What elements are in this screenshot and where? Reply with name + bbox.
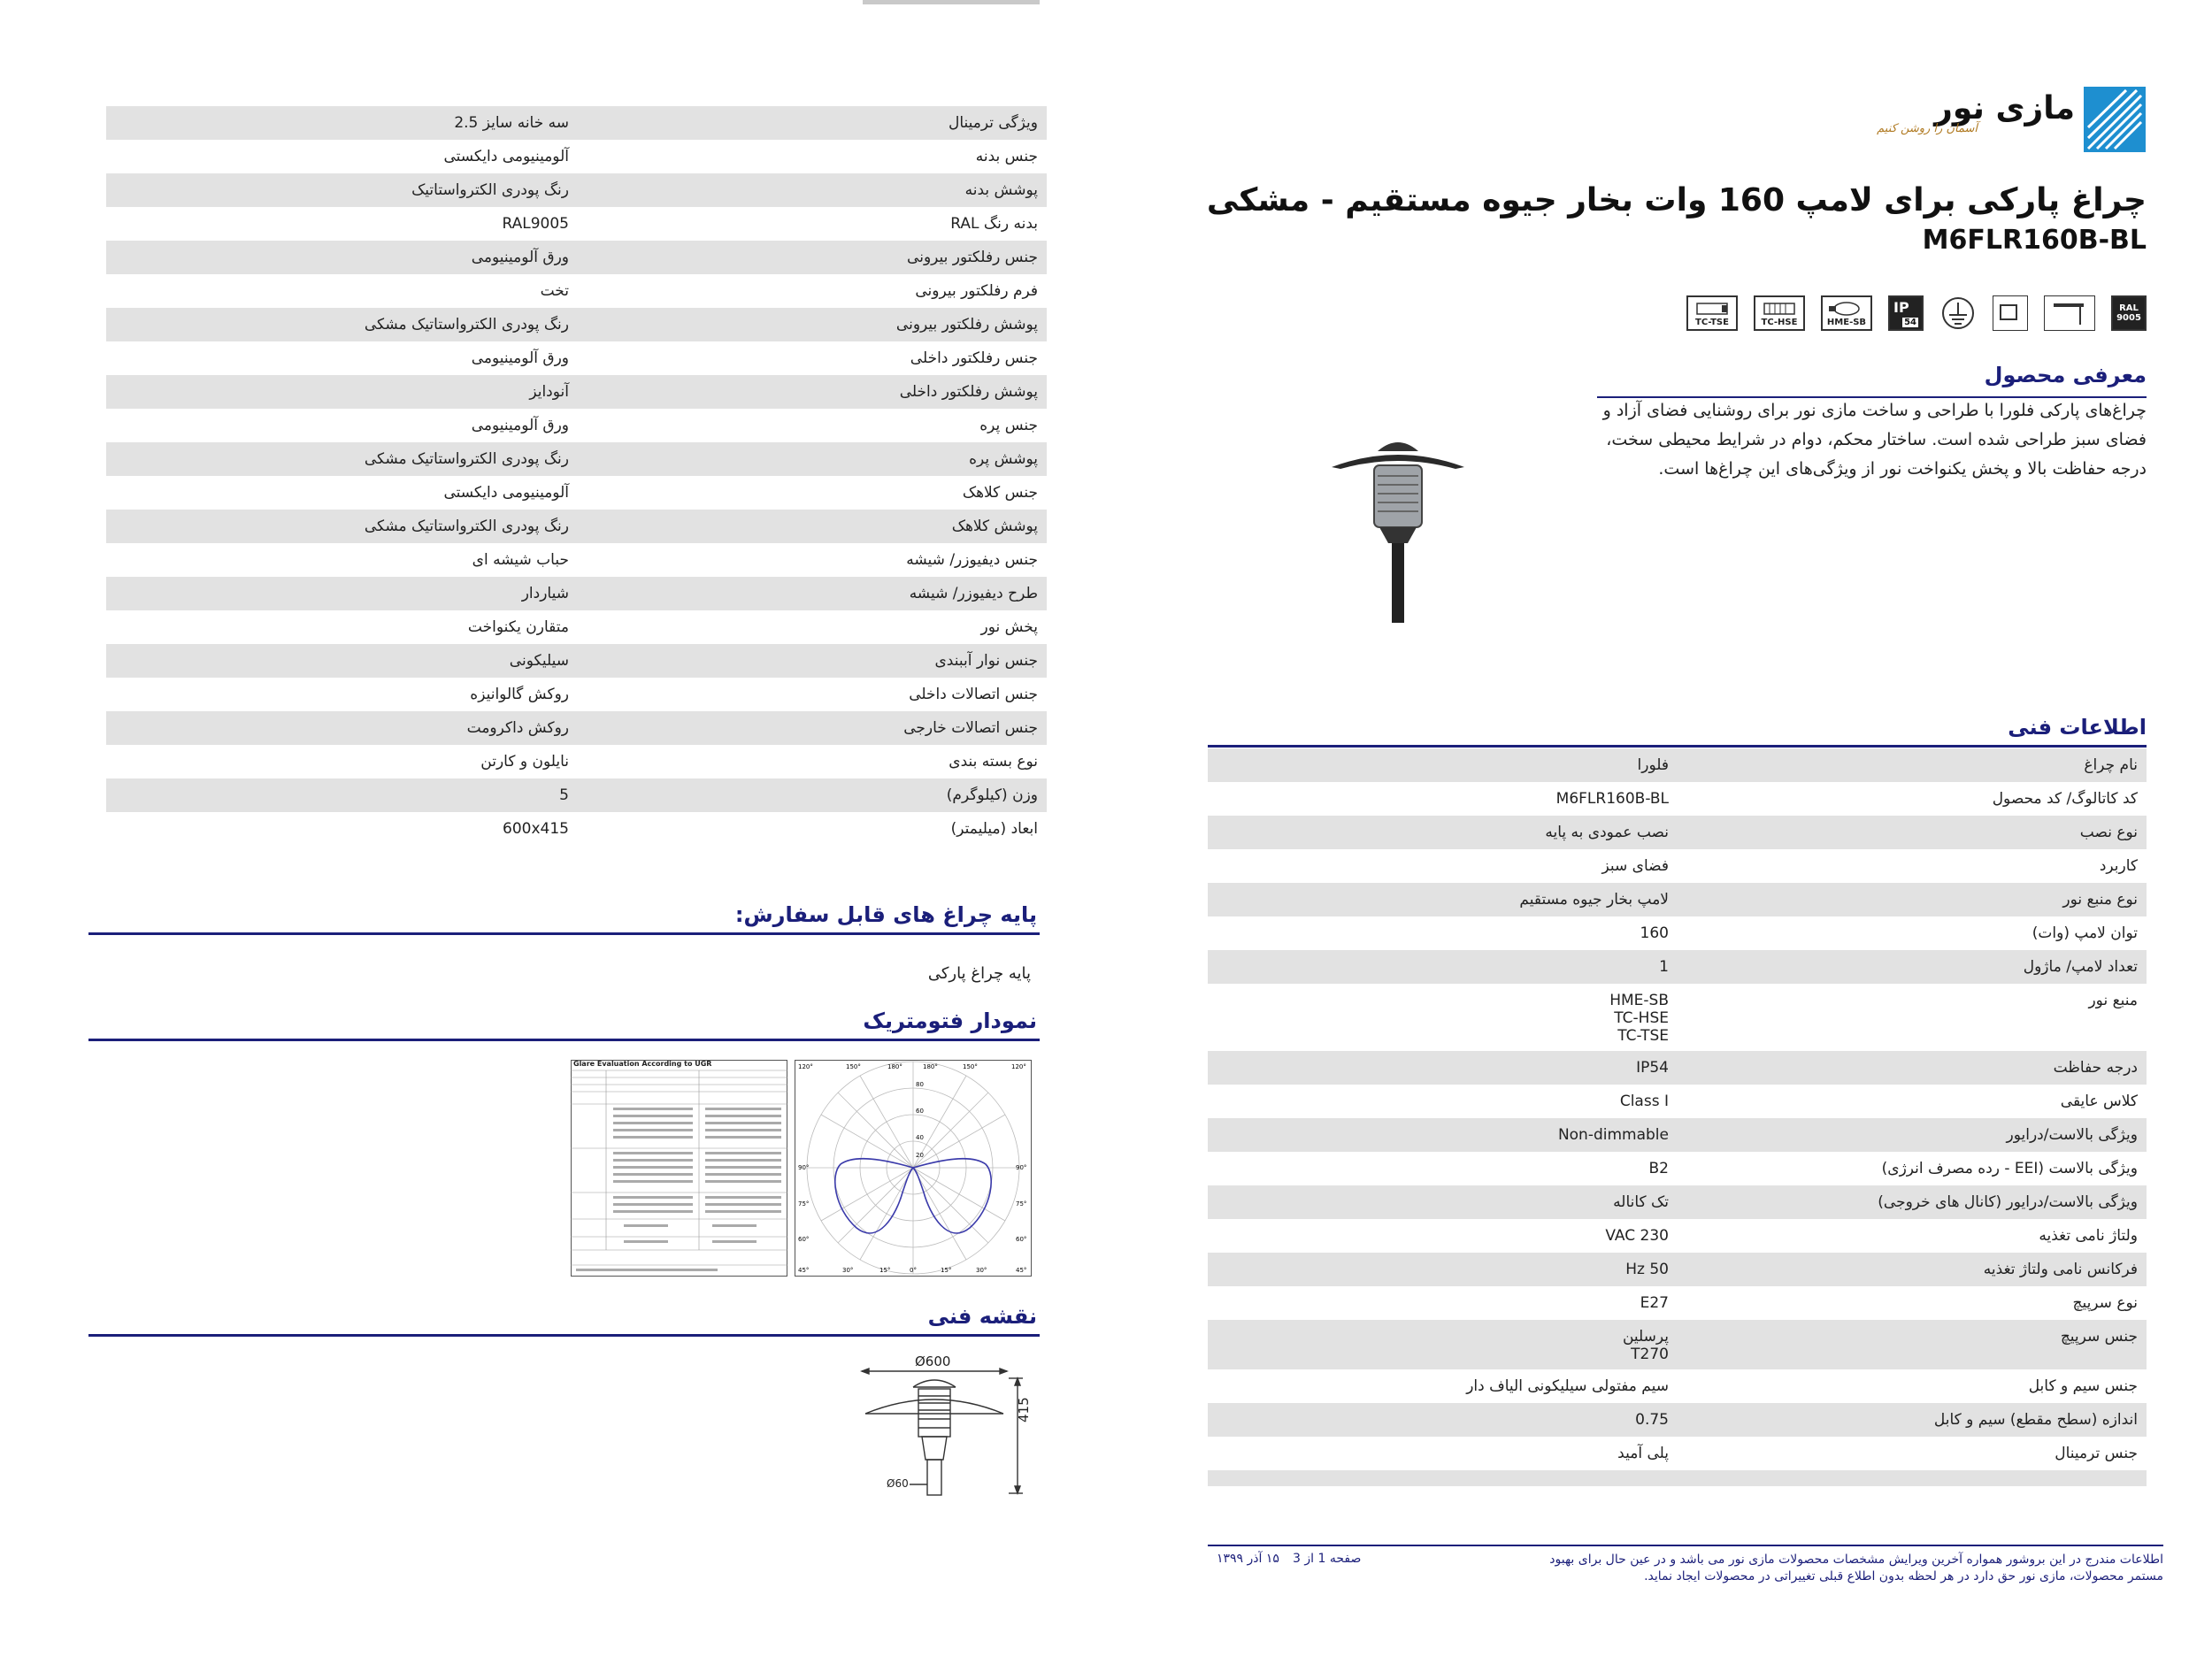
- tech-heading: اطلاعات فنی: [2008, 715, 2147, 740]
- tech-row-value: Non-dimmable: [1557, 1126, 1669, 1144]
- spec-row-value: شیاردار: [521, 585, 569, 602]
- tech-row: [1208, 1152, 2147, 1185]
- tech-row: [1208, 782, 2147, 816]
- ral-icon-line1: RAL: [2119, 303, 2139, 313]
- spec-row: [106, 308, 1047, 341]
- spec-row: [106, 678, 1047, 711]
- tech-row: [1208, 1403, 2147, 1437]
- spec-row-key: جنس پره: [979, 417, 1038, 434]
- spec-row: [106, 106, 1047, 140]
- tech-row-value: پرسلین T270: [1622, 1328, 1669, 1363]
- spec-row-value: ورق آلومینیومی: [471, 417, 569, 434]
- spec-row-value: متقارن یکنواخت: [467, 618, 569, 636]
- polar-ring-1: 60: [916, 1108, 924, 1115]
- spec-row: [106, 140, 1047, 173]
- certification-icons: [1686, 295, 2147, 334]
- polar-label-7: 90°: [1016, 1164, 1027, 1171]
- tech-row: [1208, 1085, 2147, 1118]
- ip-icon: [1888, 295, 1924, 331]
- tech-row: [1208, 816, 2147, 849]
- footer-rule: [1208, 1545, 2163, 1546]
- spec-row: [106, 577, 1047, 610]
- tech-row-value: M6FLR160B-BL: [1555, 790, 1669, 808]
- spec-row-key: فرم رفلکتور بیرونی: [915, 282, 1038, 300]
- tech-row: [1208, 1118, 2147, 1152]
- spec-row-value: سه خانه سایز 2.5: [454, 114, 569, 132]
- tech-row: [1208, 1051, 2147, 1085]
- spec-row-value: روکش گالوانیزه: [470, 686, 569, 703]
- class1-icon: [1993, 295, 2028, 331]
- spec-row-key: جنس رفلکتور داخلی: [910, 349, 1038, 367]
- photometric-heading: نمودار فتومتریک: [863, 1008, 1037, 1033]
- spec-row-value: رنگ پودری الکترواستاتیک مشکی: [364, 518, 569, 535]
- tech-row-key: نام چراغ: [2084, 756, 2138, 774]
- brand-logo: [1845, 87, 2146, 152]
- spec-row: [106, 375, 1047, 409]
- spec-row: [106, 409, 1047, 442]
- tech-row-value: IP54: [1636, 1059, 1669, 1077]
- spec-row-value: 600x415: [503, 820, 569, 838]
- tech-row-key: نوع نصب: [2079, 824, 2138, 841]
- spec-row-value: تخت: [540, 282, 569, 300]
- spec-row: [106, 274, 1047, 308]
- spec-row-key: طرح دیفیوزر/ شیشه: [909, 585, 1038, 602]
- polar-label-10: 60°: [798, 1236, 810, 1243]
- tech-row-key: نوع منبع نور: [2062, 891, 2138, 909]
- polar-label-8: 75°: [798, 1200, 810, 1208]
- tech-row-value: 230 VAC: [1605, 1227, 1669, 1245]
- polar-label-6: 90°: [798, 1164, 810, 1171]
- footer-page: صفحه 1 از 3: [1293, 1552, 1362, 1566]
- tech-row-key: فرکانس نامی ولتاژ تغذیه: [1983, 1261, 2138, 1278]
- tech-row-key: جنس ترمینال: [2055, 1445, 2138, 1462]
- polar-label-12: 45°: [798, 1267, 810, 1274]
- spec-row: [106, 442, 1047, 476]
- spec-row: [106, 711, 1047, 745]
- tech-row-value: لامپ بخار جیوه مستقیم: [1519, 891, 1669, 909]
- spec-row-key: پوشش پره: [969, 450, 1038, 468]
- hme-sb-label: HME-SB: [1826, 317, 1867, 327]
- tech-row-value: فلورا: [1637, 756, 1669, 774]
- tech-row-key: کلاس عایقی: [2060, 1093, 2138, 1110]
- intro-heading: معرفی محصول: [1984, 363, 2147, 387]
- photometric-rule: [88, 1039, 1040, 1041]
- spec-row: [106, 745, 1047, 778]
- spec-row-key: ابعاد (میلیمتر): [950, 820, 1038, 838]
- spec-row-value: ورق آلومینیومی: [471, 249, 569, 266]
- polar-label-13: 30°: [842, 1267, 854, 1274]
- ground-icon: [1939, 295, 1977, 331]
- tech-row-key: نوع سرپیچ: [2072, 1294, 2138, 1312]
- tech-row: [1208, 1253, 2147, 1286]
- tc-tse-label: TC-TSE: [1695, 317, 1729, 327]
- page-top-mark: [863, 0, 1040, 4]
- ral-icon-line2: 9005: [2116, 313, 2141, 323]
- tech-row-value: 160: [1640, 924, 1669, 942]
- polar-label-15: 0°: [910, 1267, 917, 1274]
- ip-icon-line2: 54: [1904, 318, 1916, 327]
- polar-label-17: 30°: [976, 1267, 987, 1274]
- hme-sb-icon: [1821, 295, 1872, 331]
- spec-row-value: سیلیکونی: [509, 652, 569, 670]
- tech-row-key: ولتاژ نامی تغذیه: [2039, 1227, 2138, 1245]
- tech-row-key: جنس سرپیچ: [2060, 1328, 2138, 1346]
- polar-label-2: 180°: [887, 1063, 902, 1070]
- spec-row-key: ویژگی ترمینال: [949, 114, 1038, 132]
- polar-label-11: 60°: [1016, 1236, 1027, 1243]
- tech-row: [1208, 748, 2147, 782]
- spec-row-value: رنگ پودری الکترواستاتیک مشکی: [364, 450, 569, 468]
- tech-row: [1208, 950, 2147, 984]
- footer-date: ۱۵ آذر ۱۳۹۹: [1217, 1552, 1279, 1566]
- tc-tse-icon: [1686, 295, 1738, 331]
- spec-row-key: جنس بدنه: [975, 148, 1038, 165]
- tc-hse-icon: [1754, 295, 1805, 331]
- spec-row-value: آنودایز: [529, 383, 569, 401]
- tech-row-value: 0.75: [1635, 1411, 1669, 1429]
- polar-ring-0: 80: [916, 1081, 924, 1088]
- drawing-rule: [88, 1334, 1040, 1337]
- polar-label-18: 45°: [1016, 1267, 1027, 1274]
- pole-heading: پایه چراغ های قابل سفارش:: [734, 902, 1037, 927]
- tech-row: [1208, 1185, 2147, 1219]
- spec-row: [106, 644, 1047, 678]
- spec-row-value: حباب شیشه ای: [472, 551, 569, 569]
- spec-row: [106, 812, 1047, 846]
- tech-row-key: ویژگی بالاست/درایور: [2006, 1126, 2138, 1144]
- tech-row-value: تک کاناله: [1613, 1193, 1669, 1211]
- spec-row: [106, 341, 1047, 375]
- polar-label-14: 15°: [879, 1267, 891, 1274]
- spec-row-key: پوشش رفلکتور بیرونی: [895, 316, 1038, 334]
- drawing-heading: نقشه فنی: [927, 1304, 1037, 1329]
- tech-row: [1208, 1219, 2147, 1253]
- spec-row: [106, 610, 1047, 644]
- spec-row: [106, 510, 1047, 543]
- tech-row-value: پلی آمید: [1617, 1445, 1669, 1462]
- tech-row: [1208, 1286, 2147, 1320]
- glare-title: Glare Evaluation According to UGR: [573, 1060, 712, 1068]
- spec-row-key: پخش نور: [980, 618, 1038, 636]
- product-code: M6FLR160B-BL: [1922, 225, 2147, 256]
- tech-row: [1208, 1470, 2147, 1486]
- tech-row: [1208, 916, 2147, 950]
- technical-drawing: [858, 1353, 1044, 1529]
- tech-rule: [1208, 745, 2147, 748]
- spec-row-value: نایلون و کارتن: [480, 753, 569, 771]
- polar-label-1: 150°: [846, 1063, 861, 1070]
- tc-hse-label: TC-HSE: [1761, 317, 1798, 327]
- spec-row-value: رنگ پودری الکترواستاتیک مشکی: [364, 316, 569, 334]
- spec-row-key: جنس دیفیوزر/ شیشه: [906, 551, 1038, 569]
- polar-ring-2: 40: [916, 1134, 924, 1141]
- tech-row: [1208, 984, 2147, 1051]
- dim-height: 415: [1016, 1397, 1032, 1422]
- ral-icon: [2111, 295, 2147, 331]
- footer-disclaimer: اطلاعات مندرج در این بروشور همواره آخرین ویرایش مشخصات محصولات مازی نور می باشد و در عین حال برای بهبود مستمر محصولات، مازی نور حق دارد در هر لحظه بدون اطلاع قبلی تغییراتی در محصولات ایجاد نماید.: [1549, 1553, 2163, 1583]
- spec-row-value: 5: [559, 786, 569, 804]
- mount-icon: [2044, 295, 2095, 331]
- spec-row: [106, 778, 1047, 812]
- spec-row-key: بدنه رنگ RAL: [950, 215, 1038, 233]
- spec-row-key: وزن (کیلوگرم): [946, 786, 1038, 804]
- polar-label-5: 120°: [1011, 1063, 1026, 1070]
- spec-row-value: آلومینیومی دایکستی: [443, 148, 569, 165]
- polar-label-16: 15°: [941, 1267, 952, 1274]
- tech-row: [1208, 1369, 2147, 1403]
- tech-row-key: اندازه (سطح مقطع) سیم و کابل: [1933, 1411, 2138, 1429]
- tech-row-value: Class I: [1619, 1093, 1669, 1110]
- spec-row-key: پوشش بدنه: [964, 181, 1038, 199]
- intro-text: چراغ‌های پارکی فلورا با طراحی و ساخت مازی نور برای روشنایی فضای آزاد و فضای سبز طراحی شده است. ساختار محکم، دوام در شرایط محیطی سخت، درجه حفاظت بالا و پخش یکنواخت نور از ویژگی‌های این چراغ‌ها است.: [1602, 401, 2147, 479]
- polar-label-3: 180°: [923, 1063, 938, 1070]
- spec-row: [106, 207, 1047, 241]
- tech-table: [1208, 748, 2147, 1486]
- spec-row: [106, 241, 1047, 274]
- tech-row-key: ویژگی بالاست (EEI - رده مصرف انرژی): [1881, 1160, 2138, 1177]
- tech-row: [1208, 1437, 2147, 1470]
- spec-row-key: جنس نوار آببندی: [934, 652, 1038, 670]
- ip-icon-line1: IP: [1893, 299, 1909, 316]
- polar-diagram: [795, 1060, 1032, 1277]
- tech-row-value: 1: [1659, 958, 1669, 976]
- tech-row-key: جنس سیم و کابل: [2028, 1377, 2138, 1395]
- tech-row-key: توان لامپ (وات): [2032, 924, 2138, 942]
- tech-row: [1208, 849, 2147, 883]
- dim-base: Ø60: [887, 1477, 909, 1490]
- tech-row-value: E27: [1640, 1294, 1669, 1312]
- tech-row-value: نصب عمودی به پایه: [1545, 824, 1669, 841]
- tech-row-value: فضای سبز: [1601, 857, 1669, 875]
- product-image: [1323, 433, 1473, 624]
- tech-row-key: ویژگی بالاست/درایور (کانال های خروجی): [1878, 1193, 2138, 1211]
- product-title: چراغ پارکی برای لامپ 160 وات بخار جیوه مستقیم - مشکی: [1206, 182, 2147, 219]
- spec-row-key: پوشش رفلکتور داخلی: [899, 383, 1038, 401]
- tech-row-value: سیم مفتولی سیلیکونی الیاف دار: [1466, 1377, 1669, 1395]
- spec-row-value: رنگ پودری الکترواستاتیک: [411, 181, 569, 199]
- tech-row-key: کاربرد: [2099, 857, 2138, 875]
- spec-row-value: روکش داکرومت: [466, 719, 569, 737]
- tech-row-key: منبع نور: [2088, 992, 2138, 1009]
- spec-row-key: جنس کلاهک: [962, 484, 1038, 502]
- pole-item: پایه چراغ پارکی: [927, 964, 1031, 983]
- spec-table: [106, 106, 1047, 846]
- spec-row-value: RAL9005: [502, 215, 569, 233]
- tech-row-value: 50 Hz: [1625, 1261, 1669, 1278]
- glare-table: [571, 1060, 787, 1277]
- brand-tagline: آسمان را روشن کنیم: [1877, 122, 1978, 135]
- spec-row-key: نوع بسته بندی: [949, 753, 1038, 771]
- polar-label-4: 150°: [963, 1063, 978, 1070]
- spec-row-key: پوشش کلاهک: [951, 518, 1038, 535]
- brand-name: مازی نور: [1934, 90, 2075, 127]
- spec-row: [106, 543, 1047, 577]
- tech-row-value: B2: [1648, 1160, 1669, 1177]
- polar-ring-3: 20: [916, 1152, 924, 1159]
- spec-row-key: جنس اتصالات خارجی: [903, 719, 1038, 737]
- spec-row: [106, 476, 1047, 510]
- tech-row: [1208, 883, 2147, 916]
- tech-row: [1208, 1320, 2147, 1369]
- tech-row-value: HME-SB TC-HSE TC-TSE: [1609, 992, 1669, 1045]
- spec-row: [106, 173, 1047, 207]
- tech-row-key: تعداد لامپ/ ماژول: [2023, 958, 2138, 976]
- polar-label-9: 75°: [1016, 1200, 1027, 1208]
- spec-row-value: آلومینیومی دایکستی: [443, 484, 569, 502]
- tech-row-key: کد کاتالوگ/ کد محصول: [1992, 790, 2138, 808]
- dim-diameter: Ø600: [915, 1353, 951, 1369]
- polar-label-0: 120°: [798, 1063, 813, 1070]
- pole-rule: [88, 932, 1040, 935]
- spec-row-value: ورق آلومینیومی: [471, 349, 569, 367]
- tech-row-key: درجه حفاظت: [2053, 1059, 2138, 1077]
- spec-row-key: جنس رفلکتور بیرونی: [907, 249, 1038, 266]
- spec-row-key: جنس اتصالات داخلی: [909, 686, 1038, 703]
